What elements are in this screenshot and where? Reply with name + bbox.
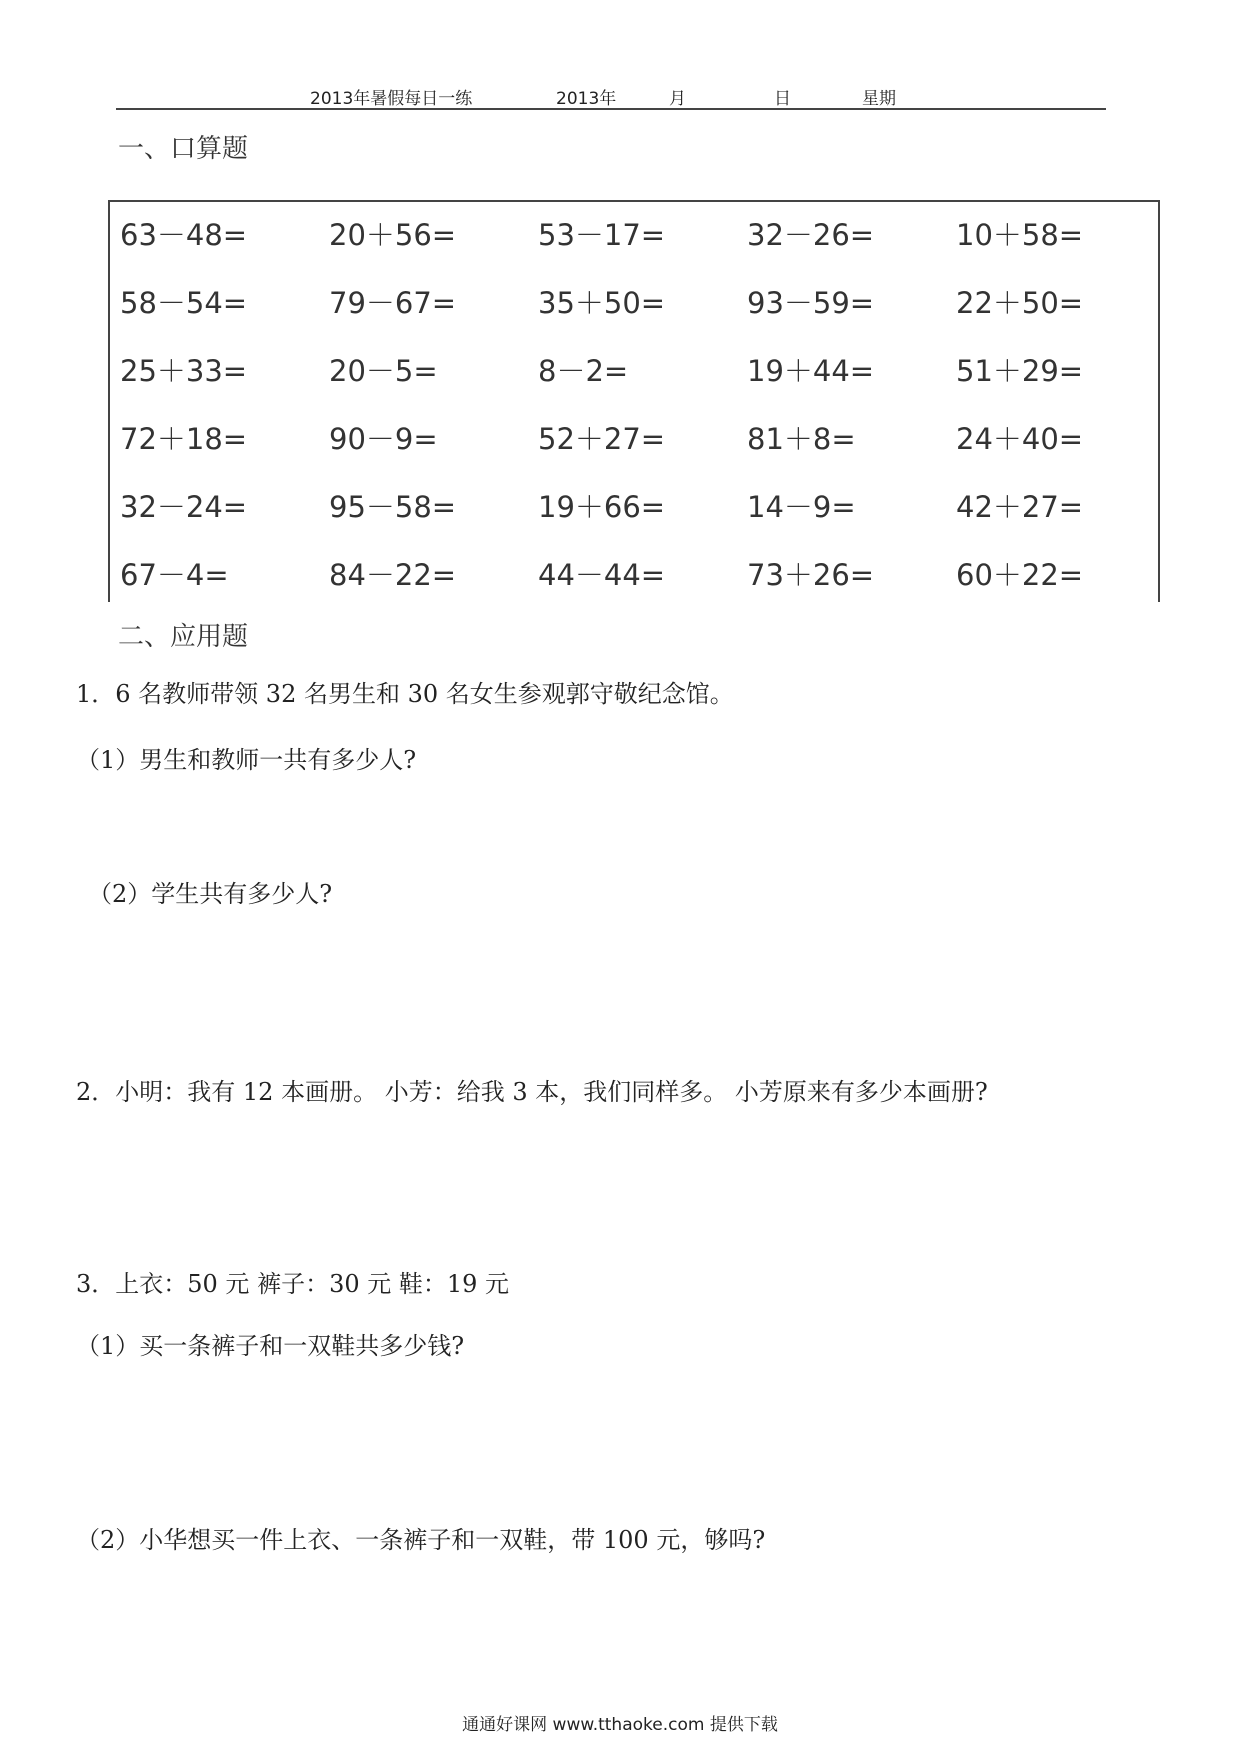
question-3-part-1: （1）买一条裤子和一双鞋共多少钱? <box>76 1332 465 1360</box>
math-problem: 32－26= <box>747 218 875 252</box>
header-year: 2013年 <box>556 89 617 109</box>
math-problem: 42＋27= <box>956 490 1084 524</box>
math-problem: 60＋22= <box>956 558 1084 592</box>
header-weekday: 星期 <box>862 89 896 109</box>
math-problem: 19＋66= <box>538 490 666 524</box>
math-problem: 95－58= <box>329 490 457 524</box>
math-problem: 67－4= <box>120 558 229 592</box>
math-problem: 93－59= <box>747 286 875 320</box>
math-problem: 20＋56= <box>329 218 457 252</box>
math-problem: 90－9= <box>329 422 438 456</box>
math-problem: 22＋50= <box>956 286 1084 320</box>
math-problem: 73＋26= <box>747 558 875 592</box>
math-problem: 35＋50= <box>538 286 666 320</box>
question-1-part-2: （2）学生共有多少人? <box>88 880 333 908</box>
header-month: 月 <box>669 89 686 109</box>
mental-math-box <box>108 200 1160 602</box>
header-day: 日 <box>774 89 791 109</box>
math-problem: 8－2= <box>538 354 629 388</box>
math-problem: 63－48= <box>120 218 248 252</box>
mental-math-grid <box>120 212 1160 620</box>
math-problem: 81＋8= <box>747 422 856 456</box>
math-problem: 20－5= <box>329 354 438 388</box>
math-problem: 52＋27= <box>538 422 666 456</box>
math-problem: 51＋29= <box>956 354 1084 388</box>
question-3: 3．上衣：50 元 裤子：30 元 鞋：19 元 <box>76 1270 510 1298</box>
page-footer: 通通好课网 www.tthaoke.com 提供下载 <box>462 1715 778 1735</box>
math-problem: 14－9= <box>747 490 856 524</box>
math-problem: 72＋18= <box>120 422 248 456</box>
math-problem: 24＋40= <box>956 422 1084 456</box>
math-problem: 32－24= <box>120 490 248 524</box>
math-problem: 84－22= <box>329 558 457 592</box>
math-problem: 44－44= <box>538 558 666 592</box>
math-problem: 25＋33= <box>120 354 248 388</box>
question-1-part-1: （1）男生和教师一共有多少人? <box>76 746 417 774</box>
math-problem: 19＋44= <box>747 354 875 388</box>
math-problem: 53－17= <box>538 218 666 252</box>
section2-title: 二、应用题 <box>118 622 249 652</box>
question-1: 1．6 名教师带领 32 名男生和 30 名女生参观郭守敬纪念馆。 <box>76 680 734 708</box>
math-problem: 10＋58= <box>956 218 1084 252</box>
section1-title: 一、口算题 <box>118 134 249 164</box>
question-3-part-2: （2）小华想买一件上衣、一条裤子和一双鞋，带 100 元，够吗? <box>76 1526 766 1554</box>
page-header <box>116 80 1106 110</box>
math-problem: 58－54= <box>120 286 248 320</box>
header-title: 2013年暑假每日一练 <box>310 89 473 109</box>
question-2: 2．小明：我有 12 本画册。 小芳：给我 3 本，我们同样多。 小芳原来有多少本画册? <box>76 1078 988 1106</box>
math-problem: 79－67= <box>329 286 457 320</box>
